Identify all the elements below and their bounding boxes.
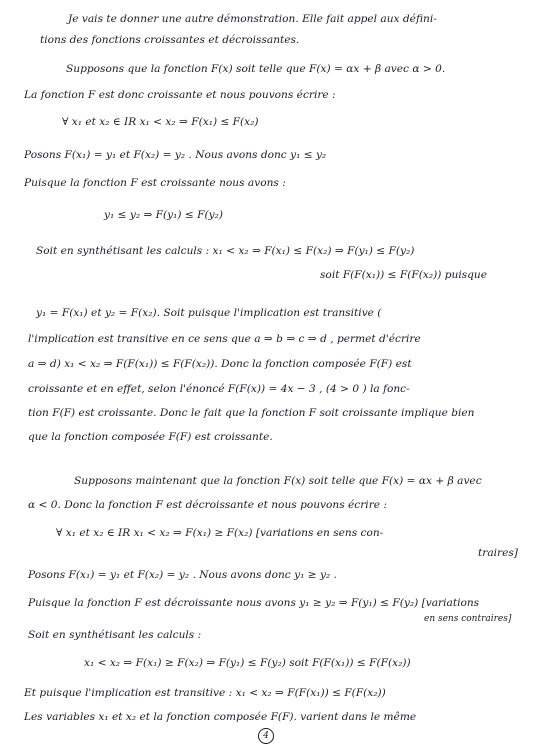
- text-line: tion F(F) est croissante. Donc le fait que la fonction F soit croissante implique bien: [28, 407, 475, 419]
- text-line: Les variables x₁ et x₂ et la fonction composée F(F). varient dans le même: [24, 711, 417, 723]
- text-line: Posons F(x₁) = y₁ et F(x₂) = y₂ . Nous avons donc y₁ ≥ y₂ .: [28, 569, 337, 581]
- text-line: α < 0. Donc la fonction F est décroissante et nous pouvons écrire :: [28, 499, 387, 511]
- text-line: Puisque la fonction F est croissante nous avons :: [24, 177, 286, 189]
- text-line: Et puisque l'implication est transitive : x₁ < x₂ ⇒ F(F(x₁)) ≤ F(F(x₂)): [24, 687, 386, 699]
- text-line: Puisque la fonction F est décroissante nous avons y₁ ≥ y₂ ⇒ F(y₁) ≤ F(y₂) [variations: [28, 597, 480, 609]
- text-line: tions des fonctions croissantes et décroissantes.: [40, 34, 300, 46]
- text-line: Supposons que la fonction F(x) soit telle que F(x) = αx + β avec α > 0.: [66, 63, 446, 75]
- text-line: Posons F(x₁) = y₁ et F(x₂) = y₂ . Nous avons donc y₁ ≤ y₂: [24, 149, 327, 161]
- text-line: Soit en synthétisant les calculs : x₁ < x₂ ⇒ F(x₁) ≤ F(x₂) ⇒ F(y₁) ≤ F(y₂): [36, 245, 415, 257]
- text-line: La fonction F est donc croissante et nous pouvons écrire :: [24, 89, 336, 101]
- text-line: en sens contraires]: [424, 614, 512, 624]
- text-line: croissante et en effet, selon l'énoncé F(F(x)) = 4x − 3 , (4 > 0 ) la fonc-: [28, 383, 410, 395]
- text-line: a ⇒ d) x₁ < x₂ ⇒ F(F(x₁)) ≤ F(F(x₂)). Donc la fonction composée F(F) est: [28, 358, 412, 370]
- text-line: l'implication est transitive en ce sens que a ⇒ b ⇒ c ⇒ d , permet d'écrire: [28, 333, 421, 345]
- text-line: y₁ = F(x₁) et y₂ = F(x₂). Soit puisque l'implication est transitive (: [36, 307, 382, 319]
- text-line: Soit en synthétisant les calculs :: [28, 629, 202, 641]
- formula-line: ∀ x₁ et x₂ ∈ IR x₁ < x₂ ⇒ F(x₁) ≤ F(x₂): [62, 116, 259, 128]
- formula-line: ∀ x₁ et x₂ ∈ IR x₁ < x₂ ⇒ F(x₁) ≥ F(x₂) [variations en sens con-: [56, 527, 384, 539]
- text-line: soit F(F(x₁)) ≤ F(F(x₂)) puisque: [320, 269, 488, 281]
- page-number: 4: [258, 728, 274, 744]
- formula-line: x₁ < x₂ ⇒ F(x₁) ≥ F(x₂) ⇒ F(y₁) ≤ F(y₂) soit F(F(x₁)) ≤ F(F(x₂)): [84, 657, 411, 669]
- text-line: que la fonction composée F(F) est croissante.: [28, 431, 273, 443]
- text-line: traires]: [478, 547, 518, 559]
- text-line: Je vais te donner une autre démonstration. Elle fait appel aux défini-: [68, 13, 437, 25]
- formula-line: y₁ ≤ y₂ ⇒ F(y₁) ≤ F(y₂): [104, 209, 223, 221]
- text-line: Supposons maintenant que la fonction F(x) soit telle que F(x) = αx + β avec: [74, 475, 482, 487]
